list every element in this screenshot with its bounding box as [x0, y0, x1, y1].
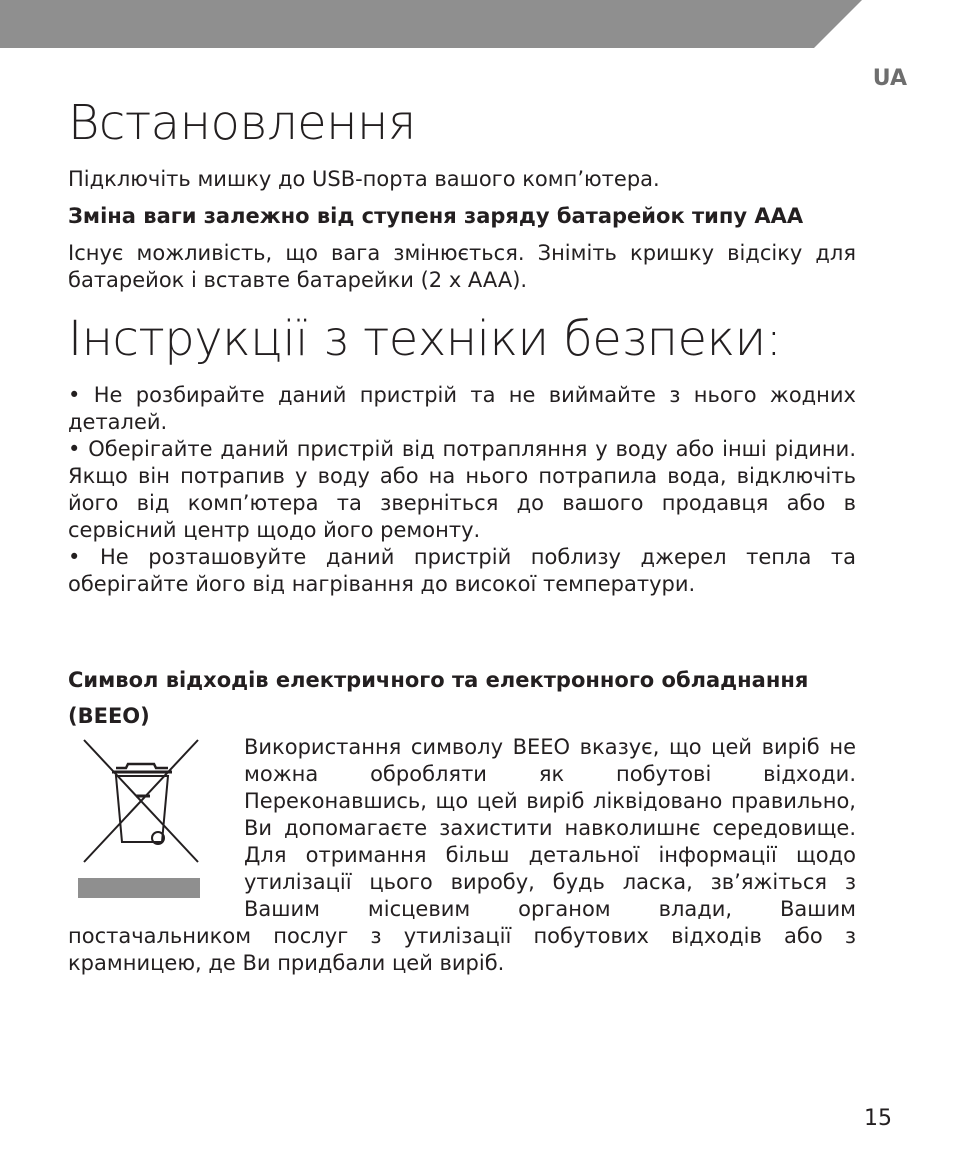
page-content	[68, 92, 856, 977]
language-code: UA	[872, 66, 907, 91]
safety-title: Інструкції з техніки безпеки:	[68, 311, 782, 367]
installation-title: Встановлення	[68, 95, 416, 151]
weee-heading: Символ відходів електричного та електронного обладнання	[68, 668, 809, 692]
weee-section	[68, 734, 856, 977]
weee-text: Використання символу BEEO вказує, що цей виріб не можна обробляти як побутові відходи. Переконавшись, що цей виріб ліквідовано правильно, Ви допомагаєте захистити навколишнє середовище. Для отримання більш детальної інформації щодо утилізації цього виробу, будь ласка, зв’яжіться з Вашим місцевим органом влади, Вашим постачальником послуг з утилізації побутових відходів або з крамницею, де Ви придбали цей виріб.	[68, 735, 856, 975]
battery-text: Існує можливість, що вага змінюється. Зніміть кришку відсіку для батарейок і вставте батарейки (2 x AAA).	[68, 241, 856, 292]
page-number: 15	[864, 1106, 892, 1131]
weee-heading-abbr: (BEEO)	[68, 704, 150, 728]
safety-list	[68, 382, 856, 598]
crossed-out-wheelie-bin-icon	[76, 738, 206, 898]
battery-heading: Зміна ваги залежно від ступеня заряду батарейок типу AAA	[68, 204, 804, 228]
safety-item: • Не розбирайте даний пристрій та не виймайте з нього жодних деталей.	[68, 383, 856, 434]
connect-instruction: Підключіть мишку до USB-порта вашого комп’ютера.	[68, 167, 660, 191]
safety-item: • Не розташовуйте даний пристрій поблизу джерел тепла та оберігайте його від нагрівання до високої температури.	[68, 545, 856, 596]
top-banner	[0, 0, 954, 48]
safety-item: • Оберігайте даний пристрій від потрапляння у воду або інші рідини. Якщо він потрапив у воду або на нього потрапила вода, відключіть його від комп’ютера та зверніться до вашого продавця або в сервісний центр щодо його ремонту.	[68, 437, 856, 542]
